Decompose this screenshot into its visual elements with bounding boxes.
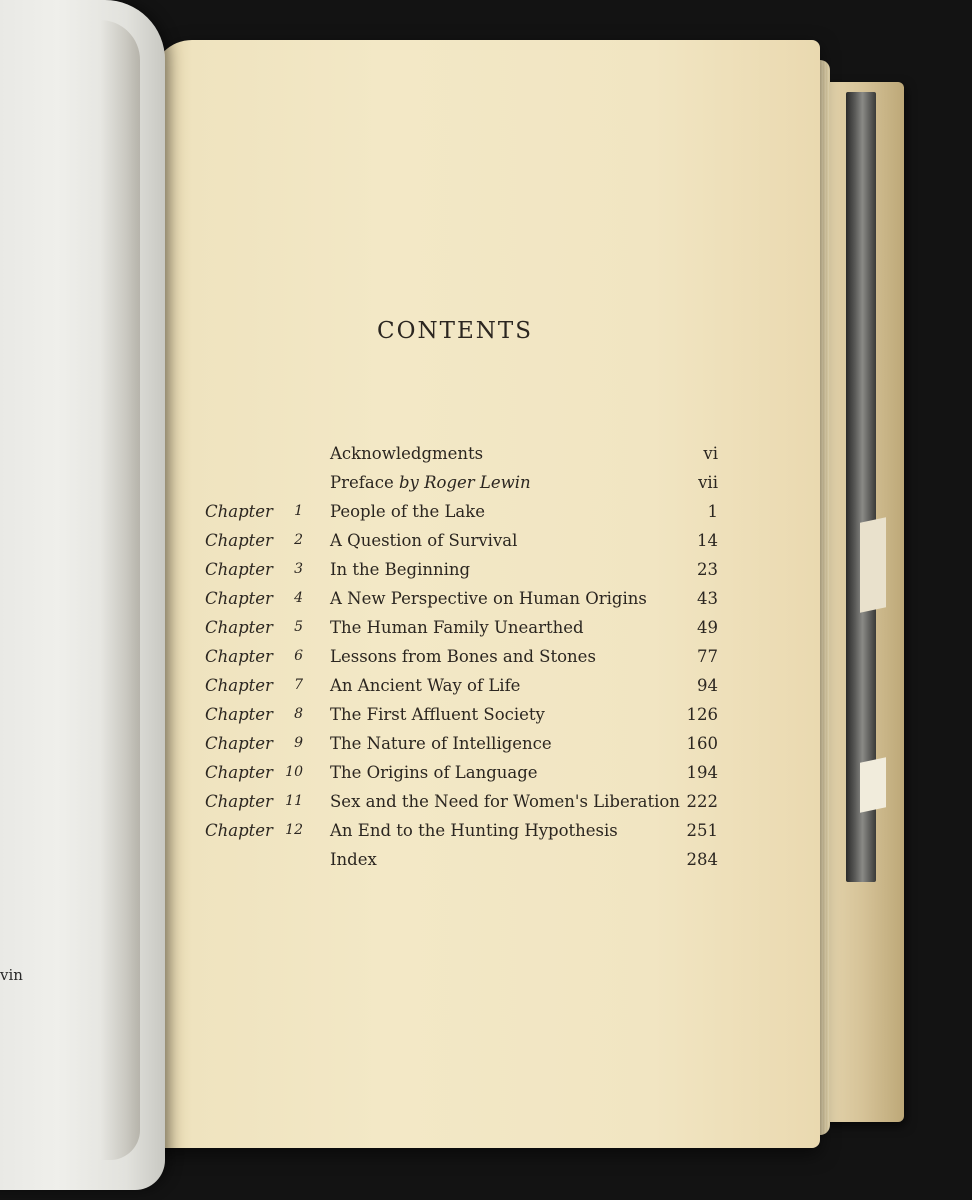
- chapter-label: [205, 734, 303, 753]
- toc-entry-title: Lessons from Bones and Stones: [330, 647, 596, 666]
- dust-jacket-tear: [860, 757, 886, 813]
- toc-entry-title: An End to the Hunting Hypothesis: [330, 821, 618, 840]
- preface-author: by Roger Lewin: [398, 473, 531, 492]
- toc-page-number: vi: [703, 444, 718, 463]
- chapter-label: [205, 560, 303, 579]
- toc-entry-title: A New Perspective on Human Origins: [330, 589, 647, 608]
- toc-entry-title: Index: [330, 850, 377, 869]
- chapter-prefix: Chapter: [205, 676, 273, 695]
- toc-entry-title: Acknowledgments: [330, 444, 484, 463]
- chapter-prefix: Chapter: [205, 560, 273, 579]
- toc-page-number: 23: [697, 560, 718, 579]
- chapter-label: [205, 531, 303, 550]
- chapter-prefix: Chapter: [205, 589, 273, 608]
- toc-page-number: vii: [698, 473, 718, 492]
- toc-row-acknowledgments: [195, 444, 735, 473]
- chapter-prefix: Chapter: [205, 821, 273, 840]
- chapter-label: [205, 502, 303, 521]
- toc-row-chapter: [195, 560, 735, 589]
- chapter-prefix: Chapter: [205, 792, 273, 811]
- chapter-label: [205, 763, 303, 782]
- toc-page-number: 160: [686, 734, 718, 753]
- toc-page-number: 194: [686, 763, 718, 782]
- toc-page-number: 77: [697, 647, 718, 666]
- chapter-number: 1: [294, 503, 303, 519]
- toc-row-chapter: [195, 618, 735, 647]
- chapter-number: 4: [294, 590, 303, 606]
- left-page-text-fragment: vin: [0, 966, 23, 984]
- toc-page-number: 251: [686, 821, 718, 840]
- chapter-label: [205, 676, 303, 695]
- toc-page-number: 94: [697, 676, 718, 695]
- left-page: [0, 0, 165, 1190]
- chapter-number: 8: [294, 706, 303, 722]
- toc-row-chapter: [195, 705, 735, 734]
- chapter-prefix: Chapter: [205, 734, 273, 753]
- chapter-prefix: Chapter: [205, 763, 273, 782]
- preface-label: Preface: [330, 473, 399, 492]
- chapter-number: 3: [294, 561, 303, 577]
- contents-title: CONTENTS: [377, 318, 533, 344]
- toc-row-chapter: [195, 734, 735, 763]
- toc-row-chapter: [195, 589, 735, 618]
- toc-entry-title: People of the Lake: [330, 502, 486, 521]
- chapter-number: 2: [294, 532, 303, 548]
- toc-page-number: 43: [697, 589, 718, 608]
- chapter-label: [205, 647, 303, 666]
- chapter-number: 7: [294, 677, 303, 693]
- chapter-number: 10: [285, 764, 303, 780]
- toc-row-chapter: [195, 647, 735, 676]
- toc-row-chapter: [195, 821, 735, 850]
- chapter-number: 5: [294, 619, 303, 635]
- chapter-label: [205, 821, 303, 840]
- toc-row-index: [195, 850, 735, 879]
- toc-row-chapter: [195, 676, 735, 705]
- toc-page-number: 1: [707, 502, 718, 521]
- toc-entry-title: An Ancient Way of Life: [330, 676, 521, 695]
- chapter-label: [205, 589, 303, 608]
- toc-page-number: 126: [686, 705, 718, 724]
- toc-page-number: 284: [686, 850, 718, 869]
- toc-entry-title: [330, 473, 531, 492]
- toc-page-number: 49: [697, 618, 718, 637]
- chapter-prefix: Chapter: [205, 705, 273, 724]
- chapter-number: 6: [294, 648, 303, 664]
- chapter-prefix: Chapter: [205, 618, 273, 637]
- toc-row-chapter: [195, 792, 735, 821]
- left-page-gutter-shadow: [100, 20, 140, 1160]
- toc-entry-title: A Question of Survival: [330, 531, 518, 550]
- toc-page-number: 222: [686, 792, 718, 811]
- chapter-number: 11: [285, 793, 303, 809]
- toc-entry-title: The Origins of Language: [330, 763, 538, 782]
- toc-entry-title: Sex and the Need for Women's Liberation: [330, 792, 680, 811]
- toc-row-chapter: [195, 531, 735, 560]
- toc-entry-title: The First Affluent Society: [330, 705, 545, 724]
- table-of-contents: [195, 444, 735, 879]
- toc-entry-title: The Human Family Unearthed: [330, 618, 584, 637]
- chapter-prefix: Chapter: [205, 647, 273, 666]
- toc-row-preface: [195, 473, 735, 502]
- toc-entry-title: The Nature of Intelligence: [330, 734, 552, 753]
- chapter-label: [205, 618, 303, 637]
- chapter-prefix: Chapter: [205, 502, 273, 521]
- chapter-label: [205, 705, 303, 724]
- toc-entry-title: In the Beginning: [330, 560, 471, 579]
- dust-jacket-tear: [860, 517, 886, 613]
- chapter-prefix: Chapter: [205, 531, 273, 550]
- toc-row-chapter: [195, 502, 735, 531]
- chapter-label: [205, 792, 303, 811]
- toc-page-number: 14: [697, 531, 718, 550]
- chapter-number: 9: [294, 735, 303, 751]
- chapter-number: 12: [285, 822, 303, 838]
- toc-row-chapter: [195, 763, 735, 792]
